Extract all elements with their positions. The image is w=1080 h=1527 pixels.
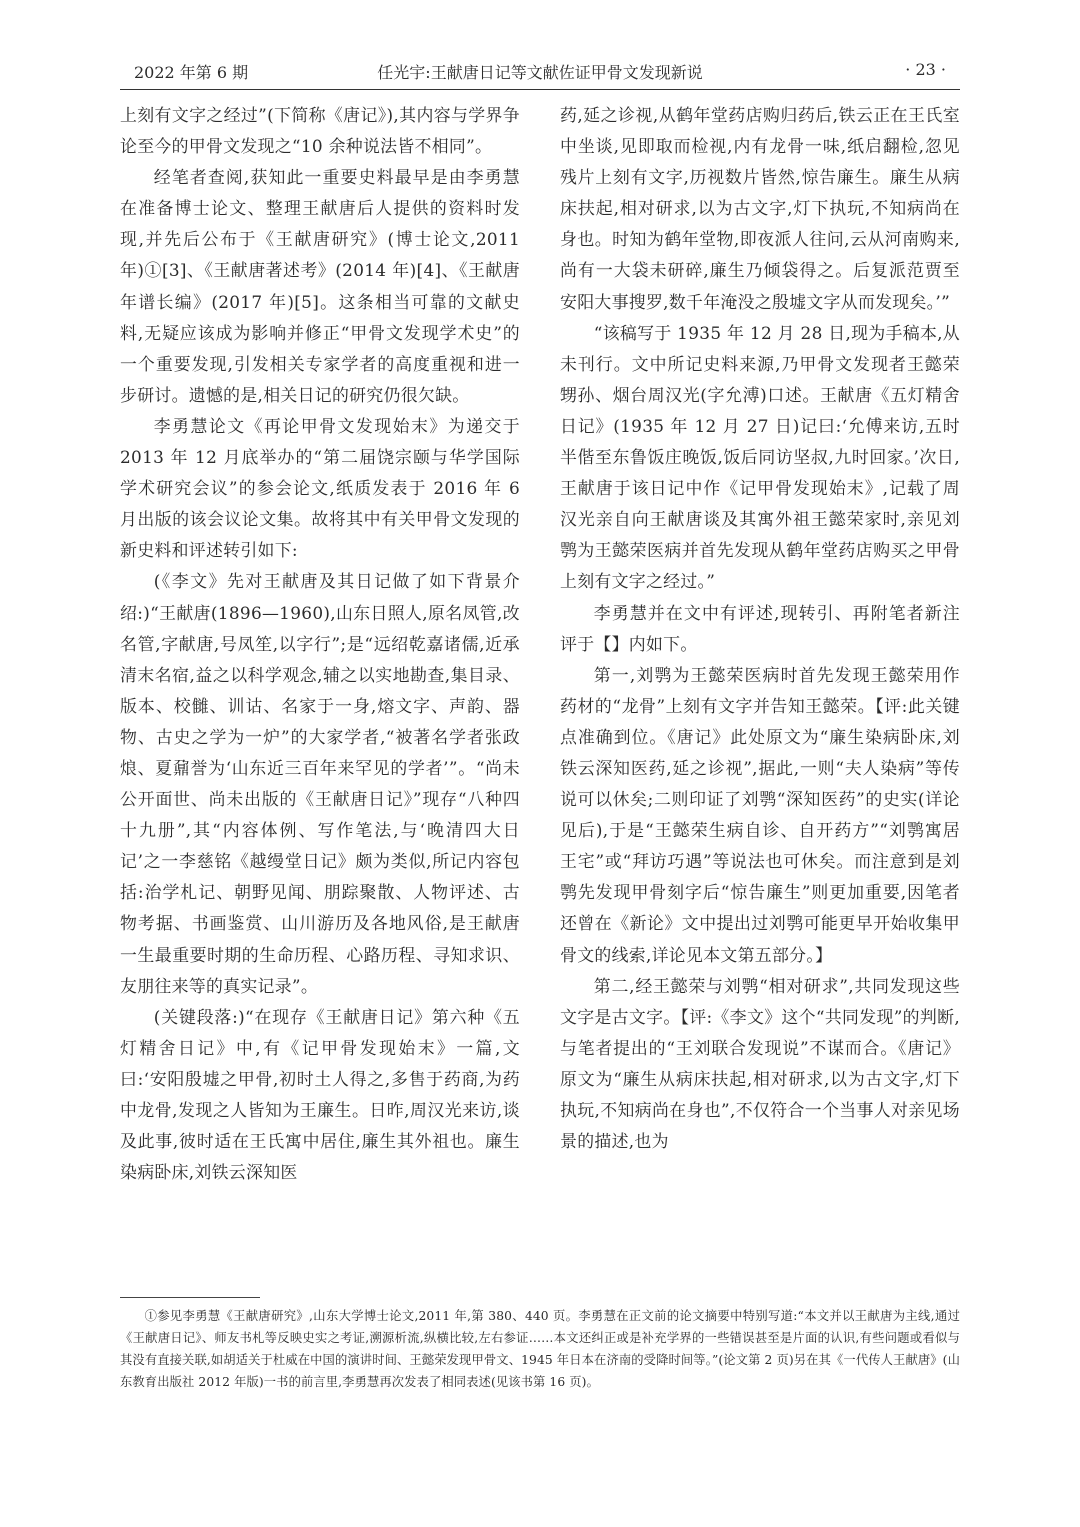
running-title: 任光宇:王献唐日记等文献佐证甲骨文发现新说: [377, 63, 703, 82]
issue-label: 2022 年第 6 期: [134, 63, 249, 82]
paragraph: 李勇慧并在文中有评述,现转引、再附笔者新注评于【】内如下。: [560, 602, 960, 654]
paragraph: “该稿写于 1935 年 12 月 28 日,现为手稿本,从未刊行。文中所记史料来源,乃甲骨文发现者王懿荣甥孙、烟台周汉光(字允溥)口述。王献唐《五灯精舍日记》(1935 年 12 月 27 日)记曰:‘允傅来访,五时半偕至东鲁饭庄晚饭,饭后同访坚叔,九时回家。’次日,王献唐于该日记中作《记甲骨发现始末》,记载了周汉光亲自向王献唐谈及其寓外祖王懿荣家时,亲见刘鹗为王懿荣医病并首先发现从鹤年堂药店购买之甲骨上刻有文字之经过。”: [560, 322, 960, 592]
footnote: [120, 1305, 960, 1393]
paragraph: (关键段落:)“在现存《王献唐日记》第六种《五灯精舍日记》中,有《记甲骨发现始末》一篇,文曰:‘安阳殷墟之甲骨,初时土人得之,多售于药商,为药中龙骨,发现之人皆知为王廉生。日昨,周汉光来访,谈及此事,彼时适在王氏寓中居住,廉生其外祖也。廉生染病卧床,刘铁云深知医: [120, 1006, 520, 1183]
right-column: [560, 100, 960, 1157]
paragraph: 药,延之诊视,从鹤年堂药店购归药后,铁云正在王氏室中坐谈,见即取而检视,内有龙骨一味,纸启翻检,忽见残片上刻有文字,历视数片皆然,惊告廉生。廉生从病床扶起,相对研求,以为古文字,灯下执玩,不知病尚在身也。时知为鹤年堂物,即夜派人往问,云从河南购来,尚有一大袋未研碎,廉生乃倾袋得之。后复派范贾至安阳大事搜罗,数千年淹没之殷墟文字从而发现矣。’”: [560, 105, 960, 312]
footnote-divider: [120, 1297, 260, 1298]
paragraph: 经笔者查阅,获知此一重要史料最早是由李勇慧在准备博士论文、整理王献唐后人提供的资料时发现,并先后公布于《王献唐研究》(博士论文,2011 年)①[3]、《王献唐著述考》(2014 年)[4]、《王献唐年谱长编》(2017 年)[5]。这条相当可靠的文献史料,无疑应该成为影响并修正“甲骨文发现学术史”的一个重要发现,引发相关专家学者的高度重视和进一步研讨。遗憾的是,相关日记的研究仍很欠缺。: [120, 167, 520, 405]
page-number: · 23 ·: [905, 60, 946, 79]
running-header: [120, 55, 960, 90]
paragraph: 上刻有文字之经过”(下简称《唐记》),其内容与学界争论至今的甲骨文发现之“10 余种说法皆不相同”。: [120, 105, 520, 157]
left-column: [120, 100, 520, 1188]
footnote-text: ①参见李勇慧《王献唐研究》,山东大学博士论文,2011 年,第 380、440 页。李勇慧在正文前的论文摘要中特别写道:“本文并以王献唐为主线,通过《王献唐日记》、师友书札等反映史实之考证,溯源析流,纵横比较,左右参证……本文还纠正或是补充学界的一些错误甚至是片面的认识,有些问题或看似与其没有直接关联,如胡适关于杜威在中国的演讲时间、王懿荣发现甲骨文、1945 年日本在济南的受降时间等。”(论文第 2 页)另在其《一代传人王献唐》(山东教育出版社 2012 年版)一书的前言里,李勇慧再次发表了相同表述(见该书第 16 页)。: [120, 1309, 960, 1389]
paragraph: 第二,经王懿荣与刘鹗“相对研求”,共同发现这些文字是古文字。【评:《李文》这个“共同发现”的判断,与笔者提出的“王刘联合发现说”不谋而合。《唐记》原文为“廉生从病床扶起,相对研求,以为古文字,灯下执玩,不知病尚在身也”,不仅符合一个当事人对亲见场景的描述,也为: [560, 975, 960, 1152]
paragraph: 第一,刘鹗为王懿荣医病时首先发现王懿荣用作药材的“龙骨”上刻有文字并告知王懿荣。【评:此关键点准确到位。《唐记》此处原文为“廉生染病卧床,刘铁云深知医药,延之诊视”,据此,一则“夫人染病”等传说可以休矣;二则印证了刘鹗“深知医药”的史实(详论见后),于是“王懿荣生病自诊、自开药方”“刘鹗寓居王宅”或“拜访巧遇”等说法也可休矣。而注意到是刘鹗先发现甲骨刻字后“惊告廉生”则更加重要,因笔者还曾在《新论》文中提出过刘鹗可能更早开始收集甲骨文的线索,详论见本文第五部分。】: [560, 664, 960, 965]
paragraph: 李勇慧论文《再论甲骨文发现始末》为递交于 2013 年 12 月底举办的“第二届饶宗颐与华学国际学术研究会议”的参会论文,纸质发表于 2016 年 6 月出版的该会议论文集。故将其中有关甲骨文发现的新史料和评述转引如下:: [120, 415, 520, 561]
paragraph: (《李文》先对王献唐及其日记做了如下背景介绍:)“王献唐(1896—1960),山东日照人,原名凤管,改名管,字献唐,号凤笙,以字行”;是“远绍乾嘉诸儒,近承清末名宿,益之以科学观念,辅之以实地勘查,集目录、版本、校雠、训诂、名家于一身,熔文字、声韵、器物、古史之学为一炉”的大家学者,“被著名学者张政烺、夏鼐誉为‘山东近三百年来罕见的学者’”。“尚未公开面世、尚未出版的《王献唐日记》”现存“八种四十九册”,其“内容体例、写作笔法,与‘晚清四大日记’之一李慈铭《越缦堂日记》颇为类似,所记内容包括:治学札记、朝野见闻、朋踪聚散、人物评述、古物考据、书画鉴赏、山川游历及各地风俗,是王献唐一生最重要时期的生命历程、心路历程、寻知求识、友朋往来等的真实记录”。: [120, 571, 520, 996]
